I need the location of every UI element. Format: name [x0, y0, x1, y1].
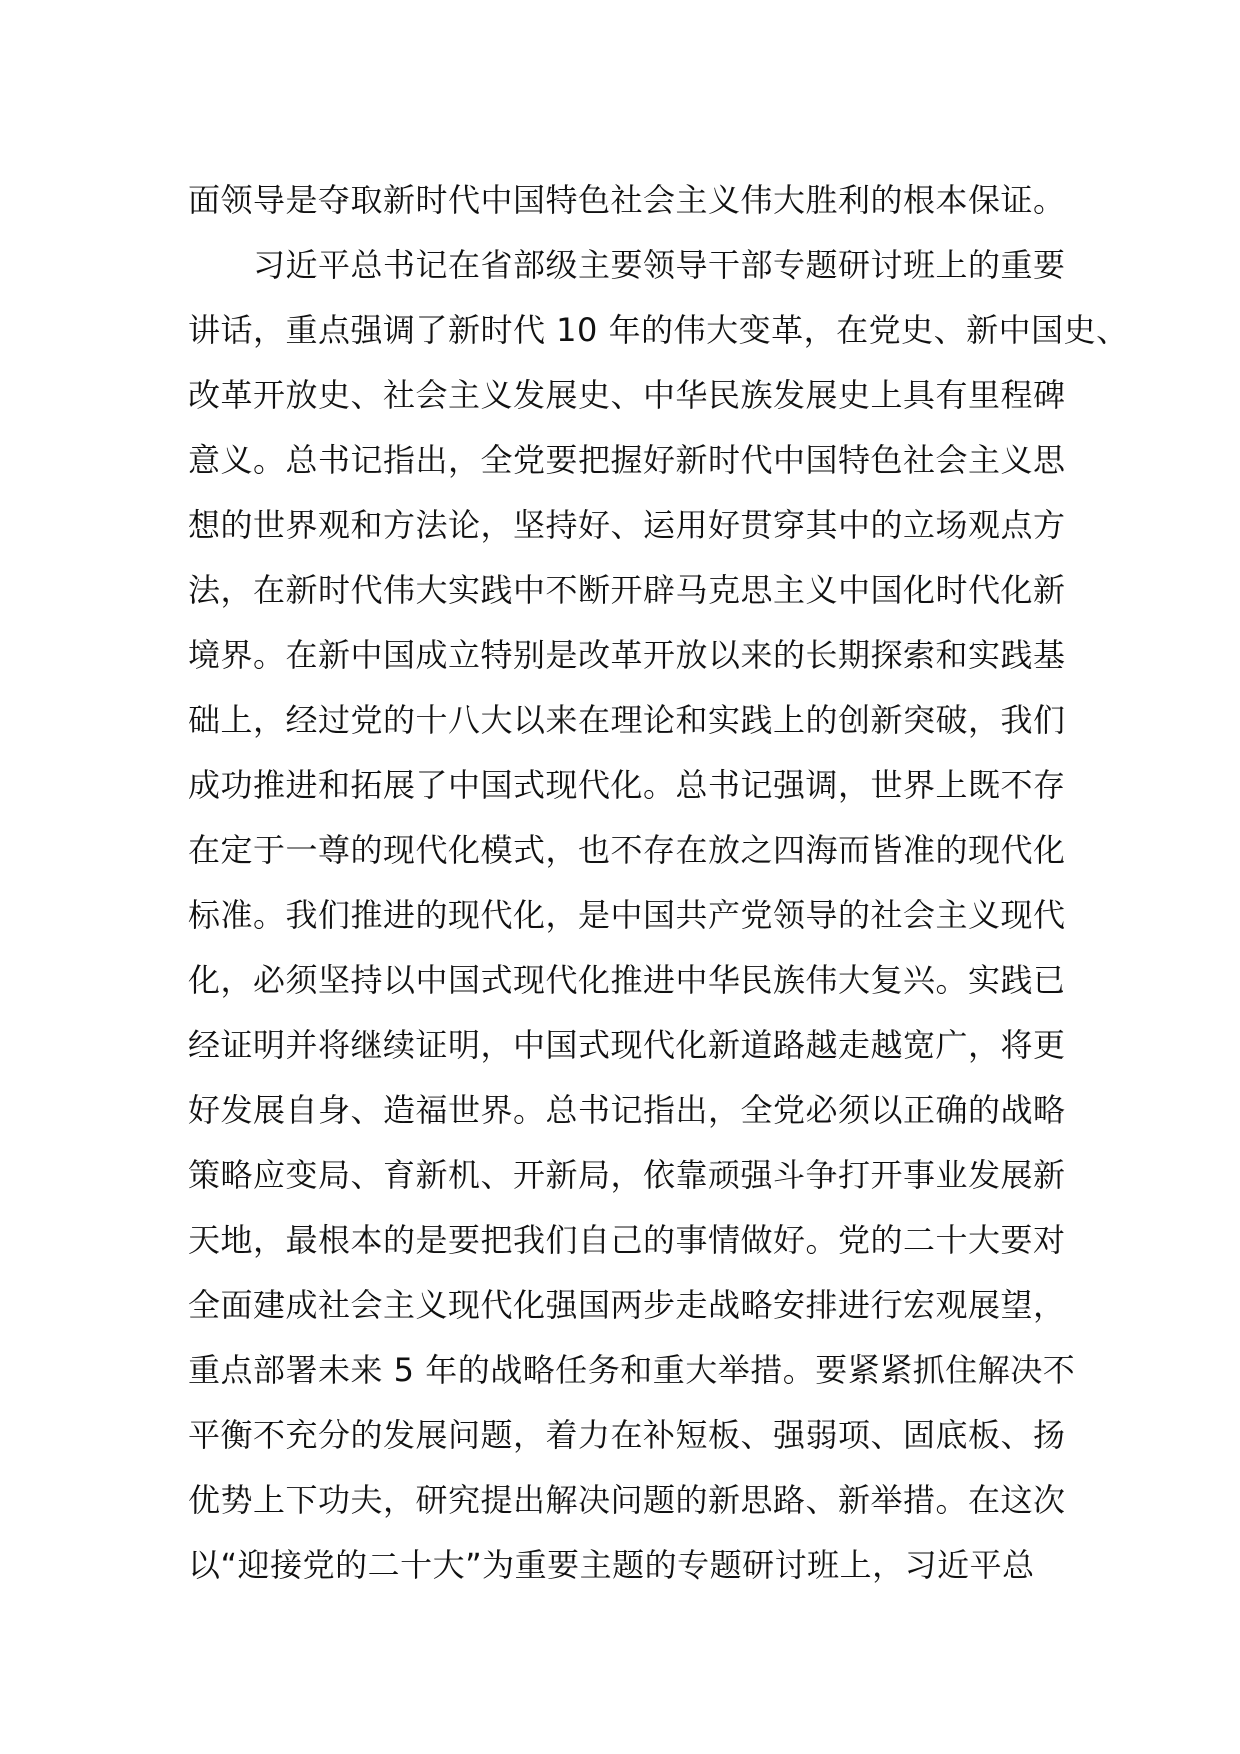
text-line: 好发展自身、造福世界。总书记指出，全党必须以正确的战略	[188, 1091, 1066, 1129]
text-line: 标准。我们推进的现代化，是中国共产党领导的社会主义现代	[188, 896, 1066, 934]
text-line: 础上，经过党的十八大以来在理论和实践上的创新突破，我们	[188, 701, 1066, 739]
text-line: 以“迎接党的二十大”为重要主题的专题研讨班上，习近平总	[188, 1546, 1035, 1584]
text-line: 法，在新时代伟大实践中不断开辟马克思主义中国化时代化新	[188, 571, 1066, 609]
text-line: 习近平总书记在省部级主要领导干部专题研讨班上的重要	[188, 246, 1066, 284]
body-text	[188, 168, 1129, 1598]
text-line: 面领导是夺取新时代中国特色社会主义伟大胜利的根本保证。	[188, 181, 1066, 219]
text-line: 经证明并将继续证明，中国式现代化新道路越走越宽广，将更	[188, 1026, 1066, 1064]
text-line: 全面建成社会主义现代化强国两步走战略安排进行宏观展望，	[188, 1286, 1066, 1324]
text-line: 改革开放史、社会主义发展史、中华民族发展史上具有里程碑	[188, 376, 1066, 414]
text-line: 化，必须坚持以中国式现代化推进中华民族伟大复兴。实践已	[188, 961, 1066, 999]
text-line: 天地，最根本的是要把我们自己的事情做好。党的二十大要对	[188, 1221, 1066, 1259]
text-line: 重点部署未来 5 年的战略任务和重大举措。要紧紧抓住解决不	[188, 1351, 1076, 1389]
text-line: 在定于一尊的现代化模式，也不存在放之四海而皆准的现代化	[188, 831, 1066, 869]
text-line: 意义。总书记指出，全党要把握好新时代中国特色社会主义思	[188, 441, 1066, 479]
text-line: 平衡不充分的发展问题，着力在补短板、强弱项、固底板、扬	[188, 1416, 1066, 1454]
text-line: 想的世界观和方法论，坚持好、运用好贯穿其中的立场观点方	[188, 506, 1066, 544]
text-line: 成功推进和拓展了中国式现代化。总书记强调，世界上既不存	[188, 766, 1066, 804]
text-line: 优势上下功夫，研究提出解决问题的新思路、新举措。在这次	[188, 1481, 1066, 1519]
text-line: 境界。在新中国成立特别是改革开放以来的长期探索和实践基	[188, 636, 1066, 674]
text-line: 讲话，重点强调了新时代 10 年的伟大变革，在党史、新中国史、	[188, 311, 1129, 349]
text-line: 策略应变局、育新机、开新局，依靠顽强斗争打开事业发展新	[188, 1156, 1066, 1194]
